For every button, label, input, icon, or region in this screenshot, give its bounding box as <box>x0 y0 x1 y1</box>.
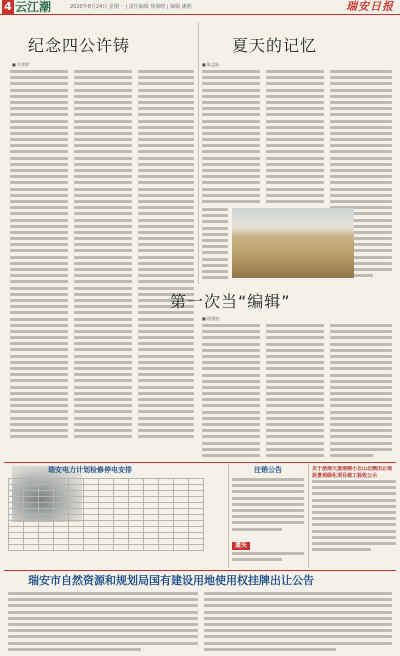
article-title-2: 夏天的记忆 <box>232 36 318 55</box>
ad-divider-top <box>4 462 396 463</box>
land-notice-col-b <box>204 592 392 652</box>
article-1-col-a <box>10 70 68 454</box>
lost-notice-tag: 遗失 <box>232 542 250 550</box>
ad-divider-2 <box>308 464 309 568</box>
power-ad-title: 瑞安电力计划检修停电安排 <box>48 466 132 474</box>
article-1-col-b <box>74 70 132 454</box>
ad-divider-1 <box>228 464 229 568</box>
tender-notice-title: 关于浙南大道南侧小丘山北侧出让地块景观绿化项目竣工验收公示 <box>312 466 393 479</box>
cancel-notice-title: 注销公告 <box>254 466 282 474</box>
issue-meta: 2020年8月24日 星期一 | 责任编辑 徐菊晴 | 编辑 潘熙 <box>70 4 192 10</box>
section-title: 云江潮 <box>15 0 52 14</box>
power-schedule-table <box>8 478 204 551</box>
field-photo <box>232 208 354 278</box>
page-number: 4 <box>2 0 14 14</box>
lost-notice-body <box>232 552 304 566</box>
article-2-col-a <box>202 70 260 204</box>
paper-logo: 瑞安日报 <box>346 0 394 13</box>
article-3-col-a <box>202 324 260 458</box>
column-divider <box>198 22 199 284</box>
land-auction-title: 瑞安市自然资源和规划局国有建设用地使用权挂牌出让公告 <box>28 574 314 587</box>
page-header <box>0 0 400 15</box>
land-notice-col-a <box>8 592 198 652</box>
article-3-col-b <box>266 324 324 458</box>
byline-2: ■ 陈孟秋 <box>202 62 220 67</box>
article-title-1: 纪念四公许铸 <box>28 36 131 55</box>
article-2-col-b <box>266 70 324 204</box>
ad-divider-bottom <box>4 570 396 571</box>
tender-notice-box <box>312 466 396 566</box>
cancel-notice-body <box>232 478 304 538</box>
byline-1: ■ 许邦荣 <box>12 62 30 67</box>
article-2-col-d <box>202 208 228 284</box>
article-title-3: 第一次当“编辑” <box>170 292 291 311</box>
byline-3: ■ 徐建祖 <box>202 316 220 321</box>
article-3-col-c <box>330 324 392 458</box>
article-1-col-c <box>138 70 194 454</box>
